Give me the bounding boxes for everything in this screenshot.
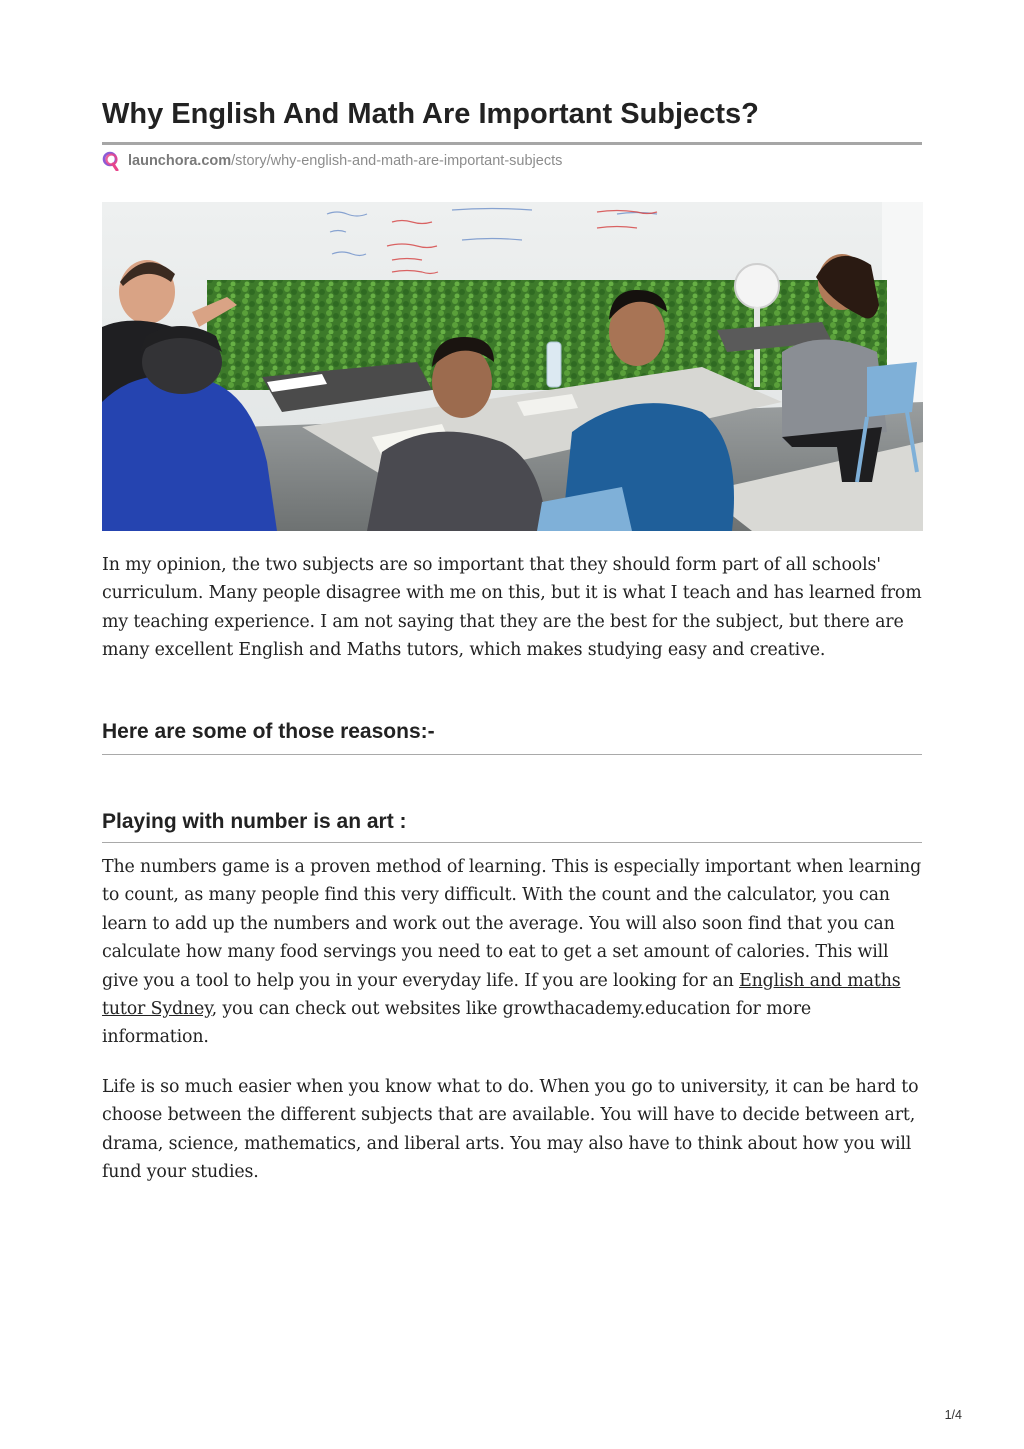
reasons-heading: Here are some of those reasons:-: [102, 720, 435, 743]
source-path[interactable]: /story/why-english-and-math-are-important-subjects: [231, 153, 563, 169]
numbers-paragraph-text: The numbers game is a proven method of learning. This is especially important when learning to count, as many people find this very difficult. With the count and the calculator, you can learn to add up the numbers and work out the average. You will also soon find that you can calculate how many food servings you need to eat to get a set amount of calories. This will give you a tool to help you in your everyday life. If you are looking for an: [102, 857, 922, 991]
intro-paragraph: In my opinion, the two subjects are so important that they should form part of all schools' curriculum. Many people disagree with me on this, but it is what I teach and has learned from my teaching experience. I am not saying that they are the best for the subject, but there are many excellent English and Maths tutors, which makes studying easy and creative.: [102, 555, 922, 661]
launchora-logo-icon: [102, 151, 120, 171]
source-domain[interactable]: launchora.com: [128, 153, 232, 169]
tutor-sydney-link[interactable]: English and maths tutor Sydney: [102, 970, 901, 1020]
section-divider: [102, 842, 922, 843]
source-line[interactable]: [102, 151, 562, 171]
numbers-paragraph: [102, 853, 922, 1052]
numbers-paragraph-tail: , you can check out websites like growthacademy.education for more information.: [102, 999, 812, 1048]
university-paragraph: Life is so much easier when you know what to do. When you go to university, it can be hard to choose between the different subjects that are available. You will have to decide between art, drama, science, mathematics, and liberal arts. You may also have to think about how you will fund your studies.: [102, 1077, 919, 1183]
article-title: Why English And Math Are Important Subjects?: [102, 98, 759, 130]
section-heading: Playing with number is an art :: [102, 810, 407, 833]
page-number: 1/4: [944, 1408, 962, 1422]
hero-image: [102, 202, 923, 531]
reasons-divider: [102, 754, 922, 755]
title-divider: [102, 142, 922, 145]
